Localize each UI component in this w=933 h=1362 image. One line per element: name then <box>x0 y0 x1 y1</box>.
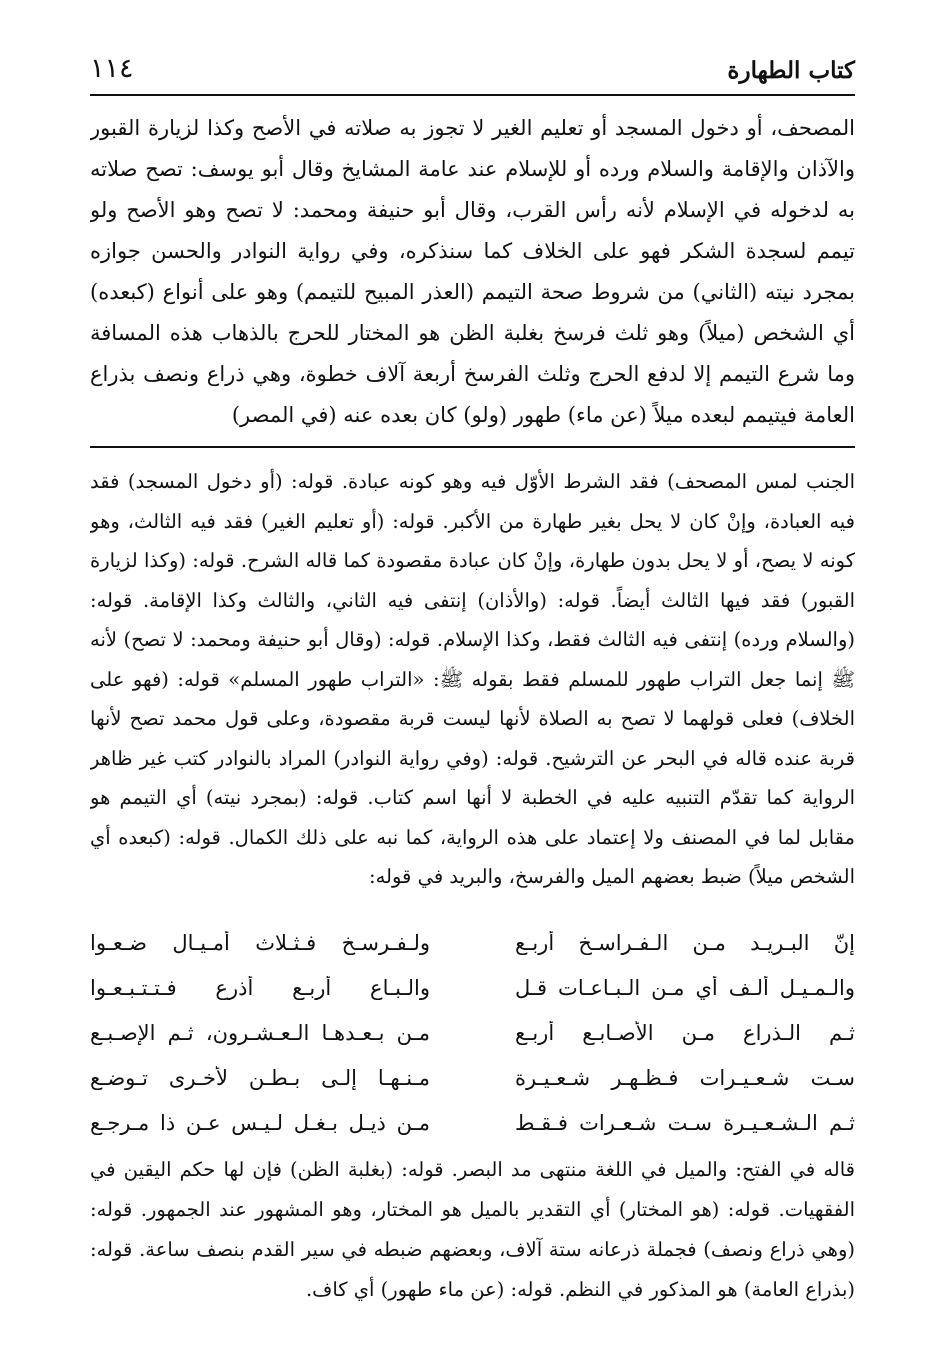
poem-line <box>90 1055 855 1100</box>
poem <box>90 920 855 1148</box>
final-commentary: قاله في الفتح: والميل في اللغة منتهى مد البصر. قوله: (بغلبة الظن) فإن لها حكم اليقين في الفقهيات. قوله: (هو المختار) أي التقدير بالميل هو المختار، وهو المشهور عند الجمهور. قوله: (وهي ذراع ونصف) فجملة ذرعانه ستة آلاف، وبعضهم ضبطه في سير القدم بنصف ساعة. قوله: (بذراع العامة) هو المذكور في النظم. قوله: (عن ماء طهور) أي كاف. <box>90 1158 855 1301</box>
poem-first-hemistich: ثـم الـشـعـيـرة سـت شـعـرات فـقـط <box>515 1110 855 1135</box>
poem-line <box>90 1010 855 1055</box>
poem-first-hemistich: ثـم الـذراع مـن الأصـابـع أربـع <box>515 1020 855 1045</box>
poem-first-hemistich: إنّ البـريـد مـن الـفـراسـخ أربـع <box>515 930 855 955</box>
poem-line <box>90 965 855 1010</box>
page-number: ١١٤ <box>90 53 134 84</box>
poem-second-hemistich: ولـفـرسـخ فـثـلاث أمـيـال ضـعـوا <box>90 930 430 955</box>
poem-second-hemistich: مـن بـعـدهـا الـعـشـرون، ثـم الإصـبـع <box>90 1020 430 1045</box>
book-title: كتاب الطهارة <box>727 57 855 84</box>
header-rule <box>90 94 855 96</box>
poem-first-hemistich: سـت شـعـيـرات فـظـهـر شـعـيـرة <box>515 1065 855 1090</box>
poem-second-hemistich: مـنـهـا إلـى بـطـن لأخـرى تـوضـع <box>90 1065 430 1090</box>
poem-first-hemistich: والـمـيـل ألـف أي مـن الـبـاعـات قـل <box>515 975 855 1000</box>
poem-second-hemistich: والـبـاع أربـع أذرع فـتـتـبـعـوا <box>90 975 430 1000</box>
commentary-notes: الجنب لمس المصحف) فقد الشرط الأوّل فيه وهو كونه عبادة. قوله: (أو دخول المسجد) فقد فيه العبادة، وإنْ كان لا يحل بغير طهارة من الأكبر. قوله: (أو تعليم الغير) فقد فيه الثالث، وهو كونه لا يصح، أو لا يحل بدون طهارة، وإنْ كان عبادة مقصودة كما قاله الشرح. قوله: (وكذا لزيارة القبور) فقد فيها الثالث أيضاً. قوله: (والأذان) إنتفى فيه الثاني، والثالث وكذا الإقامة. قوله: (والسلام ورده) إنتفى فيه الثالث فقط، وكذا الإسلام. قوله: (وقال أبو حنيفة ومحمد: لا تصح) لأنه ﷺ إنما جعل التراب طهور للمسلم فقط بقوله ﷺ: «التراب طهور المسلم» قوله: (فهو على الخلاف) فعلى قولهما لا تصح به الصلاة لأنها ليست قربة مقصودة، وعلى قول محمد تصح لأنها قربة عنده قاله في البحر عن الترشيح. قوله: (وفي رواية النوادر) المراد بالنوادر كتب غير ظاهر الرواية كما تقدّم التنبيه عليه في الخطبة لا أنها اسم كتاب. قوله: (بمجرد نيته) أي التيمم هو مقابل لما في المصنف ولا إعتماد على هذه الرواية، كما نبه على ذلك الكمال. قوله: (كبعده أي الشخص ميلاً) ضبط بعضهم الميل والفرسخ، والبريد في قوله: <box>90 470 855 888</box>
page-header <box>90 38 855 90</box>
footnote-rule <box>90 446 855 448</box>
poem-line <box>90 1100 855 1145</box>
poem-line <box>90 920 855 965</box>
main-text: المصحف، أو دخول المسجد أو تعليم الغير لا تجوز به صلاته في الأصح وكذا لزيارة القبور والآذان والإقامة والسلام ورده أو للإسلام عند عامة المشايخ وقال أبو يوسف: تصح صلاته به لدخوله في الإسلام لأنه رأس القرب، وقال أبو حنيفة ومحمد: لا تصح وهو الأصح ولو تيمم لسجدة الشكر فهو على الخلاف كما سنذكره، وفي رواية النوادر والحسن جوازه بمجرد نيته (الثاني) من شروط صحة التيمم (العذر المبيح للتيمم) وهو على أنواع (كبعده) أي الشخص (ميلاً) وهو ثلث فرسخ بغلبة الظن هو المختار للحرج بالذهاب هذه المسافة وما شرع التيمم إلا لدفع الحرج وثلث الفرسخ أربعة آلاف خطوة، وهي ذراع ونصف بذراع العامة فيتيمم لبعده ميلاً (عن ماء) طهور (ولو) كان بعده عنه (في المصر) <box>90 116 855 427</box>
poem-second-hemistich: مـن ذيـل بـغـل لـيـس عـن ذا مـرجـع <box>90 1110 430 1135</box>
